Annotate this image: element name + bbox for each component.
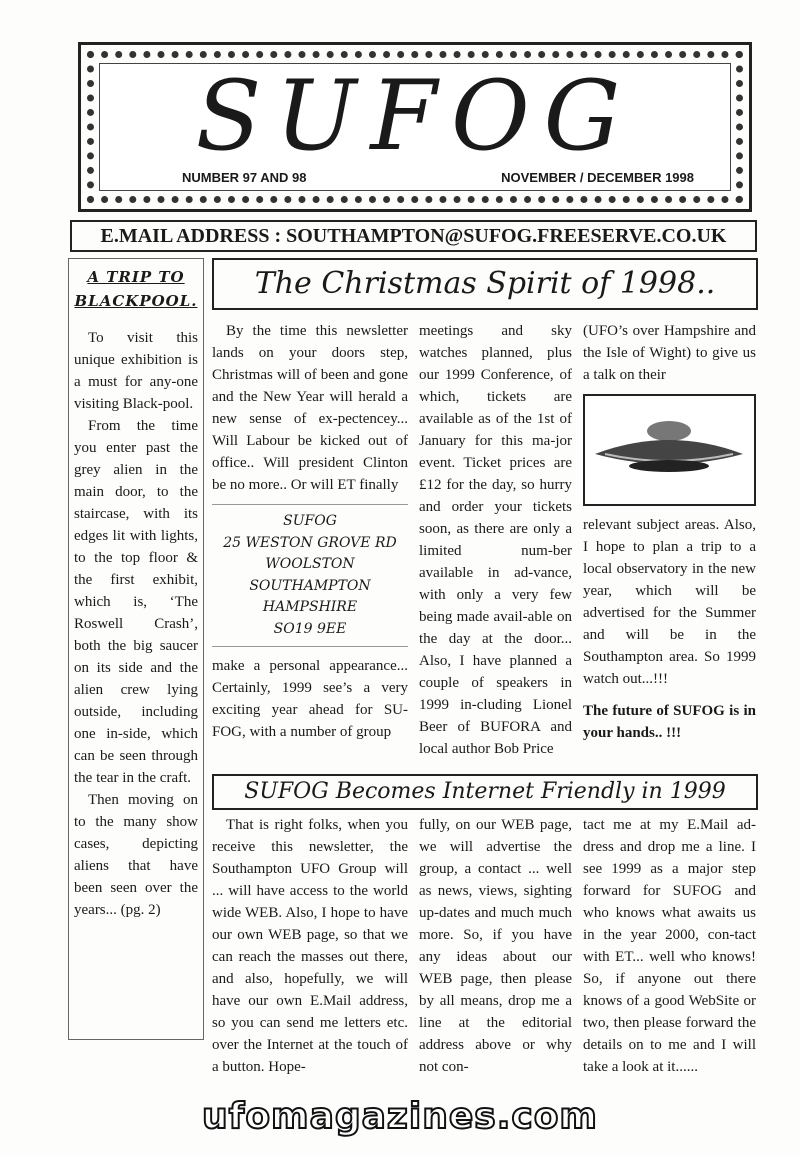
ufo-photo <box>583 394 756 506</box>
watermark: ufomagazines.com <box>202 1096 598 1137</box>
article2-columns <box>212 814 758 1078</box>
article2-col2 <box>419 814 572 1078</box>
sidebar-title: A TRIP TO BLACKPOOL. <box>74 268 198 310</box>
address-line: SO19 9EE <box>273 620 347 637</box>
headline-christmas: The Christmas Spirit of 1998.. <box>212 258 758 310</box>
sidebar-paragraph: From the time you enter past the grey alien in the main door, to the staircase, with its edges lit with lights, to the top floor & the first exhibit, which is, ‘The Roswell Crash’, both the big saucer on its side and the alien crew lying outside, including one in-side, which can be seen through the tear in the craft. <box>74 418 198 786</box>
sidebar-paragraph: To visit this unique exhibition is a must for any-one visiting Black-pool. <box>74 330 198 412</box>
paragraph: That is right folks, when you receive this newsletter, the Southampton UFO Group will ... will have access to the world wide WEB. Also, I hope to have our own WEB page, so that we can reach the masses out there, and also, hopefully, we will have our own E.Mail address, so you can send me letters etc. over the Internet at the touch of a button. Hope- <box>212 817 408 1075</box>
paragraph: relevant subject areas. Also, I hope to plan a trip to a local observatory in the new year, which will be advertised for the Summer and will be in the Southampton area. So 1999 watch out...!!! <box>583 517 756 687</box>
article1-columns <box>212 320 758 760</box>
address-block <box>212 504 408 647</box>
email-address-bar: E.MAIL ADDRESS : SOUTHAMPTON@SUFOG.FREESERVE.CO.UK <box>70 220 757 252</box>
address-line: 25 WESTON GROVE RD <box>223 534 397 551</box>
paragraph: fully, on our WEB page, we will advertise the group, a contact ... well as news, views, sighting up-dates and much much more. So, if you have any ideas about our WEB page, then please by all means, drop me a line at the editorial address above or why not con- <box>419 817 572 1075</box>
sidebar-paragraph: Then moving on to the many show cases, depicting aliens that have been seen over the years... (pg. 2) <box>74 792 198 918</box>
closing-statement <box>583 700 756 744</box>
paragraph: (UFO’s over Hampshire and the Isle of Wight) to give us a talk on their <box>583 323 756 383</box>
address-line: SUFOG <box>283 513 337 529</box>
article2-col3 <box>583 814 756 1078</box>
address-line: WOOLSTON <box>265 556 355 572</box>
masthead <box>78 42 752 212</box>
paragraph: meetings and sky watches planned, plus our 1999 Conference, of which, tickets are available as of the 1st of January for this ma-jor event. Ticket prices are £12 for the day, so hurry and order your tickets soon, as there are only a limited num-ber available in ad-vance, with only a very few being made avail-able on the day at the door... Also, I have planned a couple of speakers in 1999 in-cluding Lionel Beer of BUFORA and local author Bob Price <box>419 323 572 757</box>
sidebar-article <box>68 258 204 1040</box>
issue-date: NOVEMBER / DECEMBER 1998 <box>501 170 694 185</box>
paragraph: make a personal appearance... Certainly, 1999 see’s a very exciting year ahead for SU-FOG, with a number of group <box>212 658 408 740</box>
paragraph: By the time this newsletter lands on your doors step, Christmas will of been and gone and the New Year will herald a new sense of ex-pectencey... Will Labour be kicked out of office.. Will president Clinton be no more.. Or will ET finally <box>212 323 408 493</box>
address-line: HAMPSHIRE <box>262 599 358 615</box>
address-line: SOUTHAMPTON <box>249 577 371 594</box>
newsletter-title: SUFOG <box>195 63 635 172</box>
article1-col2 <box>419 320 572 760</box>
article2-col1 <box>212 814 408 1078</box>
issue-number: NUMBER 97 AND 98 <box>182 170 307 185</box>
headline-internet: SUFOG Becomes Internet Friendly in 1999 <box>212 774 758 810</box>
masthead-inner <box>99 63 731 191</box>
paragraph: The future of SUFOG is in your hands.. !!! <box>583 703 756 741</box>
paragraph: tact me at my E.Mail ad-dress and drop me a line. I see 1999 as a major step forward for SUFOG and who knows what awaits us in the year 2000, con-tact with ET... well who knows! So, if anyone out there knows of a good WebSite or two, then please forward the details on to me and I will take a look at it...... <box>583 817 756 1075</box>
ufo-saucer-icon <box>585 396 754 504</box>
article1-col1 <box>212 320 408 743</box>
article1-col3 <box>583 320 756 744</box>
main-articles <box>212 258 758 1078</box>
